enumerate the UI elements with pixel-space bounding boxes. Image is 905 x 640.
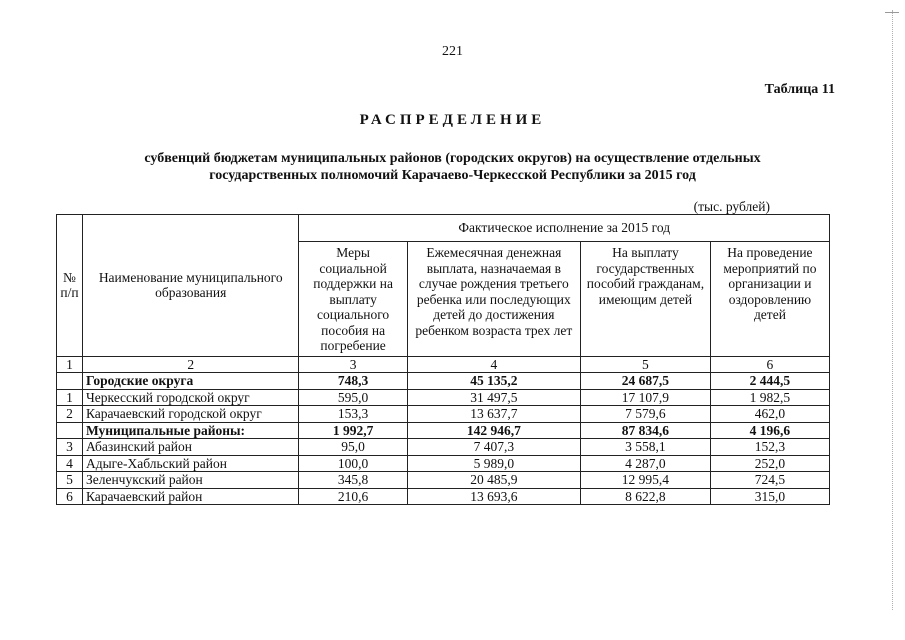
row-col3: 153,3: [299, 406, 407, 423]
row-number: 3: [57, 439, 83, 456]
column-index: 4: [407, 356, 580, 373]
table-row: [57, 472, 830, 489]
row-col3: 100,0: [299, 455, 407, 472]
header-name: Наименование муниципального образования: [82, 215, 299, 357]
row-col4: 45 135,2: [407, 373, 580, 390]
header-col6: На проведение мероприятий по организации и оздоровлению детей: [710, 242, 829, 357]
header-col4: Ежемесячная денежная выплата, назначаемая в случае рождения третьего ребенка или последующих детей до достижения ребенком возраста трех лет: [407, 242, 580, 357]
row-col5: 12 995,4: [580, 472, 710, 489]
row-number: [57, 422, 83, 439]
row-col3: 345,8: [299, 472, 407, 489]
page-number: 221: [442, 44, 463, 59]
header-col3: Меры социальной поддержки на выплату социального пособия на погребение: [299, 242, 407, 357]
column-index: 5: [580, 356, 710, 373]
document-subtitle: [0, 150, 905, 184]
row-number: 2: [57, 406, 83, 423]
row-number: 4: [57, 455, 83, 472]
row-col3: 210,6: [299, 488, 407, 505]
row-name: Черкесский городской округ: [82, 389, 299, 406]
row-col4: 7 407,3: [407, 439, 580, 456]
header-col5: На выплату государственных пособий гражданам, имеющим детей: [580, 242, 710, 357]
row-col5: 3 558,1: [580, 439, 710, 456]
row-col4: 13 637,7: [407, 406, 580, 423]
table-subtotal-row: [57, 422, 830, 439]
row-name: Карачаевский городской округ: [82, 406, 299, 423]
row-col5: 17 107,9: [580, 389, 710, 406]
table-label: Таблица 11: [764, 82, 835, 97]
header-num: № п/п: [57, 215, 83, 357]
table-row: [57, 389, 830, 406]
table-row: [57, 439, 830, 456]
row-col6: 462,0: [710, 406, 829, 423]
row-col4: 31 497,5: [407, 389, 580, 406]
subventions-table: [56, 214, 830, 505]
units-label: (тыс. рублей): [693, 199, 770, 214]
column-index: 6: [710, 356, 829, 373]
row-col3: 1 992,7: [299, 422, 407, 439]
row-number: 1: [57, 389, 83, 406]
header-group: Фактическое исполнение за 2015 год: [299, 215, 830, 242]
row-col4: 13 693,6: [407, 488, 580, 505]
row-col6: 1 982,5: [710, 389, 829, 406]
row-col6: 724,5: [710, 472, 829, 489]
row-col5: 24 687,5: [580, 373, 710, 390]
row-name: Городские округа: [82, 373, 299, 390]
row-col4: 20 485,9: [407, 472, 580, 489]
row-name: Муниципальные районы:: [82, 422, 299, 439]
row-col3: 748,3: [299, 373, 407, 390]
table-subtotal-row: [57, 373, 830, 390]
row-name: Адыге-Хабльский район: [82, 455, 299, 472]
row-number: [57, 373, 83, 390]
row-name: Абазинский район: [82, 439, 299, 456]
row-number: 6: [57, 488, 83, 505]
table-row: [57, 488, 830, 505]
row-col6: 2 444,5: [710, 373, 829, 390]
row-col5: 8 622,8: [580, 488, 710, 505]
document-title: РАСПРЕДЕЛЕНИЕ: [359, 112, 546, 128]
row-col6: 315,0: [710, 488, 829, 505]
row-number: 5: [57, 472, 83, 489]
column-index: 2: [82, 356, 299, 373]
row-col3: 595,0: [299, 389, 407, 406]
column-index: 3: [299, 356, 407, 373]
row-col5: 4 287,0: [580, 455, 710, 472]
row-name: Зеленчукский район: [82, 472, 299, 489]
row-col6: 4 196,6: [710, 422, 829, 439]
row-col5: 87 834,6: [580, 422, 710, 439]
row-col4: 5 989,0: [407, 455, 580, 472]
column-index: 1: [57, 356, 83, 373]
row-col6: 252,0: [710, 455, 829, 472]
row-col4: 142 946,7: [407, 422, 580, 439]
row-name: Карачаевский район: [82, 488, 299, 505]
column-index-row: [57, 356, 830, 373]
page-edge-line: [891, 10, 893, 610]
row-col6: 152,3: [710, 439, 829, 456]
row-col5: 7 579,6: [580, 406, 710, 423]
table-row: [57, 406, 830, 423]
subtitle-line-1: субвенций бюджетам муниципальных районов (городских округов) на осуществление отдельных: [144, 151, 761, 166]
subtitle-line-2: государственных полномочий Карачаево-Черкесской Республики за 2015 год: [209, 168, 696, 183]
row-col3: 95,0: [299, 439, 407, 456]
table-row: [57, 455, 830, 472]
